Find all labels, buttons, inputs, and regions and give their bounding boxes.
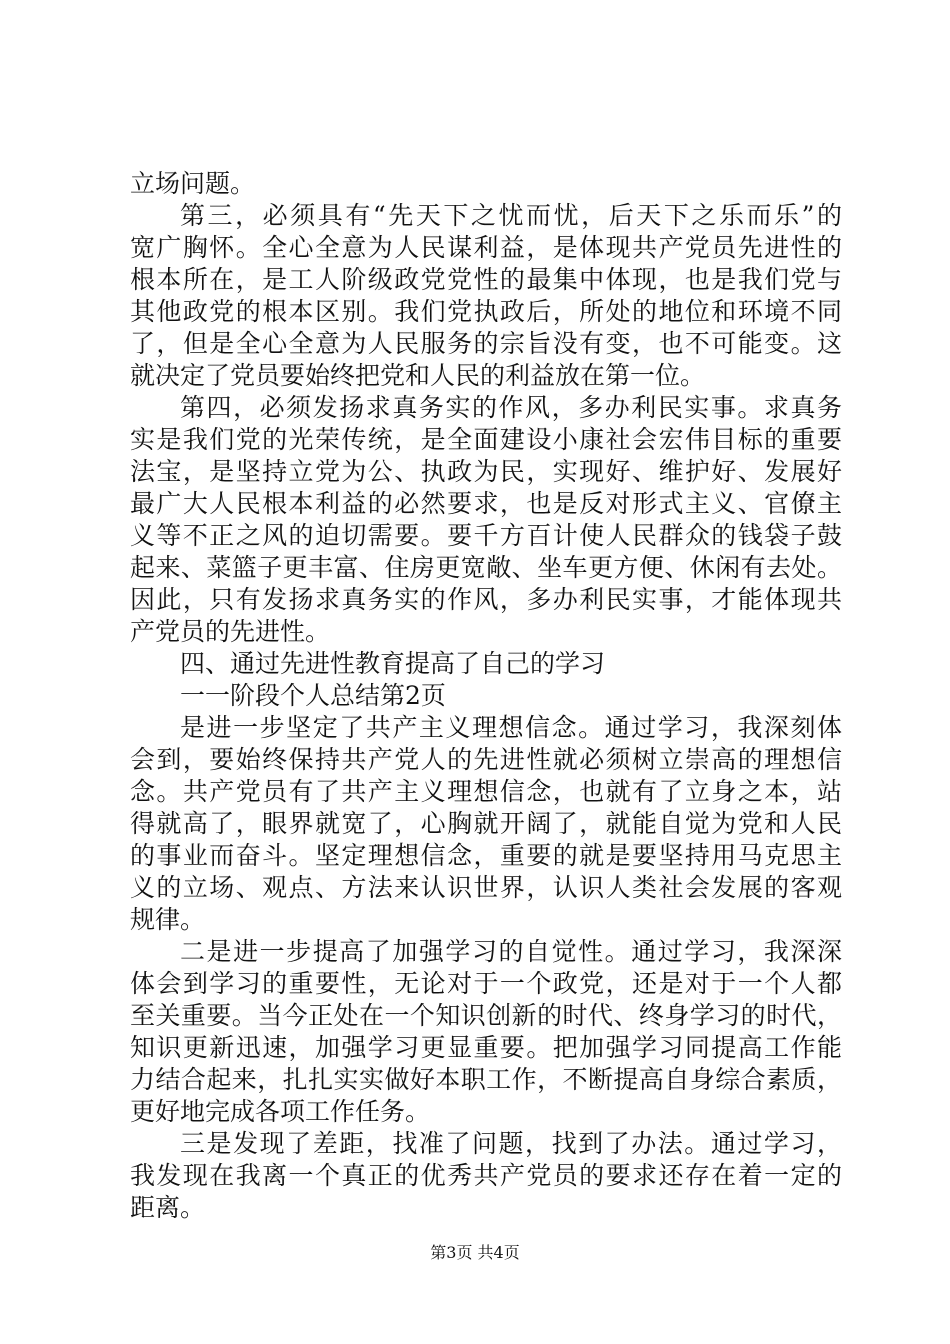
text-line: 的事业而奋斗。坚定理想信念，重要的就是要坚持用马克思主 xyxy=(130,841,842,870)
text-line: 实是我们党的光荣传统，是全面建设小康社会宏伟目标的重要 xyxy=(130,425,842,454)
text-line: 至关重要。当今正处在一个知识创新的时代、终身学习的时代， xyxy=(130,1001,842,1030)
text-line: 其他政党的根本区别。我们党执政后，所处的地位和环境不同 xyxy=(130,297,842,326)
text-line: 法宝，是坚持立党为公、执政为民，实现好、维护好、发展好 xyxy=(130,457,842,486)
text-line: 更好地完成各项工作任务。 xyxy=(130,1097,431,1126)
text-line: 知识更新迅速，加强学习更显重要。把加强学习同提高工作能 xyxy=(130,1033,842,1062)
text-line: 是进一步坚定了共产主义理想信念。通过学习，我深刻体 xyxy=(180,713,842,742)
text-line: 会到，要始终保持共产党人的先进性就必须树立崇高的理想信 xyxy=(130,745,842,774)
text-line: 宽广胸怀。全心全意为人民谋利益，是体现共产党员先进性的 xyxy=(130,233,842,262)
text-line: 立场问题。 xyxy=(130,169,256,198)
text-line: 最广大人民根本利益的必然要求，也是反对形式主义、官僚主 xyxy=(130,489,842,518)
text-line: 三是发现了差距，找准了问题，找到了办法。通过学习， xyxy=(180,1129,842,1158)
text-line: 义的立场、观点、方法来认识世界，认识人类社会发展的客观 xyxy=(130,873,842,902)
page-footer: 第3页 共4页 xyxy=(430,1243,520,1262)
text-line: 四、通过先进性教育提高了自己的学习 xyxy=(180,649,606,678)
text-line: 了，但是全心全意为人民服务的宗旨没有变，也不可能变。这 xyxy=(130,329,842,358)
text-line: 第三，必须具有“先天下之忧而忧，后天下之乐而乐”的 xyxy=(180,201,842,230)
text-line: 因此，只有发扬求真务实的作风，多办利民实事，才能体现共 xyxy=(130,585,842,614)
text-line: 起来、菜篮子更丰富、住房更宽敞、坐车更方便、休闲有去处。 xyxy=(130,553,842,582)
text-line: 第四，必须发扬求真务实的作风，多办利民实事。求真务 xyxy=(180,393,842,422)
text-line: 念。共产党员有了共产主义理想信念，也就有了立身之本，站 xyxy=(130,777,842,806)
text-line: 二是进一步提高了加强学习的自觉性。通过学习，我深深 xyxy=(180,937,842,966)
text-line: 规律。 xyxy=(130,905,206,934)
text-line: 我发现在我离一个真正的优秀共产党员的要求还存在着一定的 xyxy=(130,1161,842,1190)
text-line: 根本所在，是工人阶级政党党性的最集中体现，也是我们党与 xyxy=(130,265,842,294)
text-line: 体会到学习的重要性，无论对于一个政党，还是对于一个人都 xyxy=(130,969,842,998)
text-line: 力结合起来，扎扎实实做好本职工作，不断提高自身综合素质， xyxy=(130,1065,842,1094)
text-line: 距离。 xyxy=(130,1193,206,1222)
text-line: 一一阶段个人总结第2页 xyxy=(180,681,446,710)
text-line: 义等不正之风的迫切需要。要千方百计使人民群众的钱袋子鼓 xyxy=(130,521,842,550)
text-line: 得就高了，眼界就宽了，心胸就开阔了，就能自觉为党和人民 xyxy=(130,809,842,838)
text-line: 就决定了党员要始终把党和人民的利益放在第一位。 xyxy=(130,361,706,390)
text-line: 产党员的先进性。 xyxy=(130,617,331,646)
